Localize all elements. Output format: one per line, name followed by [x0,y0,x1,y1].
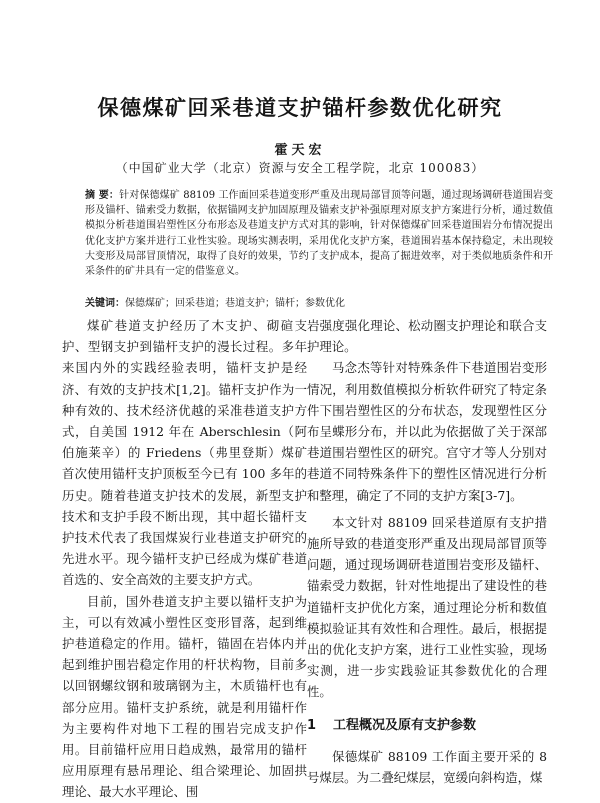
body-paragraph: 保德煤矿 88109 工作面主要开采的 8 号煤层。为二叠纪煤层，宽缓向斜构造，煤 [307,748,547,786]
abstract [85,188,553,279]
abstract-text: 针对保德煤矿 88109 工作面回采巷道变形严重及出现局部冒顶等问题，通过现场调研巷道围岩变形及锚杆、锚索受力数据，依据锚网支护加固原理及锚索支护补强原理对原支护方案进行分析，通过数值模拟分析巷道围岩塑性区分布形态及巷道支护方式对其的影响，针对保德煤矿回采巷道围岩分布情况提出优化支护方案并进行工业性实验。现场实测表明，采用优化支护方案，巷道围岩基本保持稳定，未出现较大变形及局部冒顶情况，取得了良好的效果，节约了支护成本，提高了掘进效率，对于类似地质条件和开采条件的矿井具有一定的借鉴意义。 [85,190,553,278]
abstract-label: 摘 要： [85,190,120,201]
section-heading [307,715,547,736]
keywords-text: 保德煤矿；回采巷道；巷道支护；锚杆；参数优化 [125,298,345,309]
author-name: 霍天宏 [274,143,326,158]
author-affiliation: （中国矿业大学（北京）资源与安全工程学院，北京 100083） [115,161,485,175]
paper-title: 保德煤矿回采巷道支护锚杆参数优化研究 [97,96,503,120]
body-paragraph: 马念杰等针对特殊条件下巷道围岩变形情况，利用数值模拟分析软件研究了特定条件下围岩塑性区的分布状态，发现塑性区分布呈蝶形分布，并以此为依据做了关于深部巷道围岩塑性区的研究。宫守才等人分别对巷道不同特殊条件下的塑性区情况进行分析和整理，确定了不同的支护方案[3-7]。 [307,360,547,503]
body-paragraph: 煤矿巷道支护经历了木支护、砌碹支护、型钢支护到锚杆支护的漫长过程。多年来国内外的实践经验表明，锚杆支护是经济、有效的支护技术[1,2]。锚杆支护作为一种有效的、技术经济优越的采准巷道支护方式，自美国 1912 年在 Aberschlesin（阿伯施莱辛）的 Friedens（弗里登斯）煤矿首次使用锚杆支护顶板至今已有 100 多年的历史。随着巷道支护技术的发展，新型支护技术和支护手段不断出现，其中超长锚杆支护技术代表了我国煤炭行业巷道支护研究的先进水平。现今锚杆支护已经成为煤矿巷道首选的、安全高效的主要支护方式。 [62,318,307,588]
body-paragraph-continued: 岩强度强化理论、松动圈支护理论和联合支护理论。 [307,318,547,355]
section-number: 1 [307,717,317,733]
right-column [307,315,547,788]
section-title: 工程概况及原有支护参数 [333,717,477,733]
keywords [85,296,553,311]
keywords-label: 关键词： [85,298,125,309]
body-paragraph: 本文针对 88109 回采巷道原有支护措施所导致的巷道变形严重及出现局部冒顶等问题，通过现场调研巷道围岩变形及锚杆、锚索受力数据，针对性地提出了建设性的巷道锚杆支护优化方案，通过理论分析和数值模拟验证其有效性和合理性。最后，根据提出的优化支护方案，进行工业性实验，现场实测，进一步实践验证其参数优化的合理性。 [307,514,547,700]
body-paragraph: 目前，国外巷道支护主要以锚杆支护为主，可以有效减小塑性区变形冒落，起到维护巷道稳定的作用。锚杆，锚固在岩体内并起到维护围岩稳定作用的杆状构物，目前多以回钢螺纹钢和玻璃钢为主，木质锚杆也有部分应用。锚杆支护系统，就是利用锚杆作为主要构件对地下工程的围岩完成支护作用。目前锚杆应用日趋成熟，最常用的锚杆应用原理有悬吊理论、组合梁理论、加固拱理论、最大水平理论、围 [62,593,307,800]
left-column [62,315,307,803]
